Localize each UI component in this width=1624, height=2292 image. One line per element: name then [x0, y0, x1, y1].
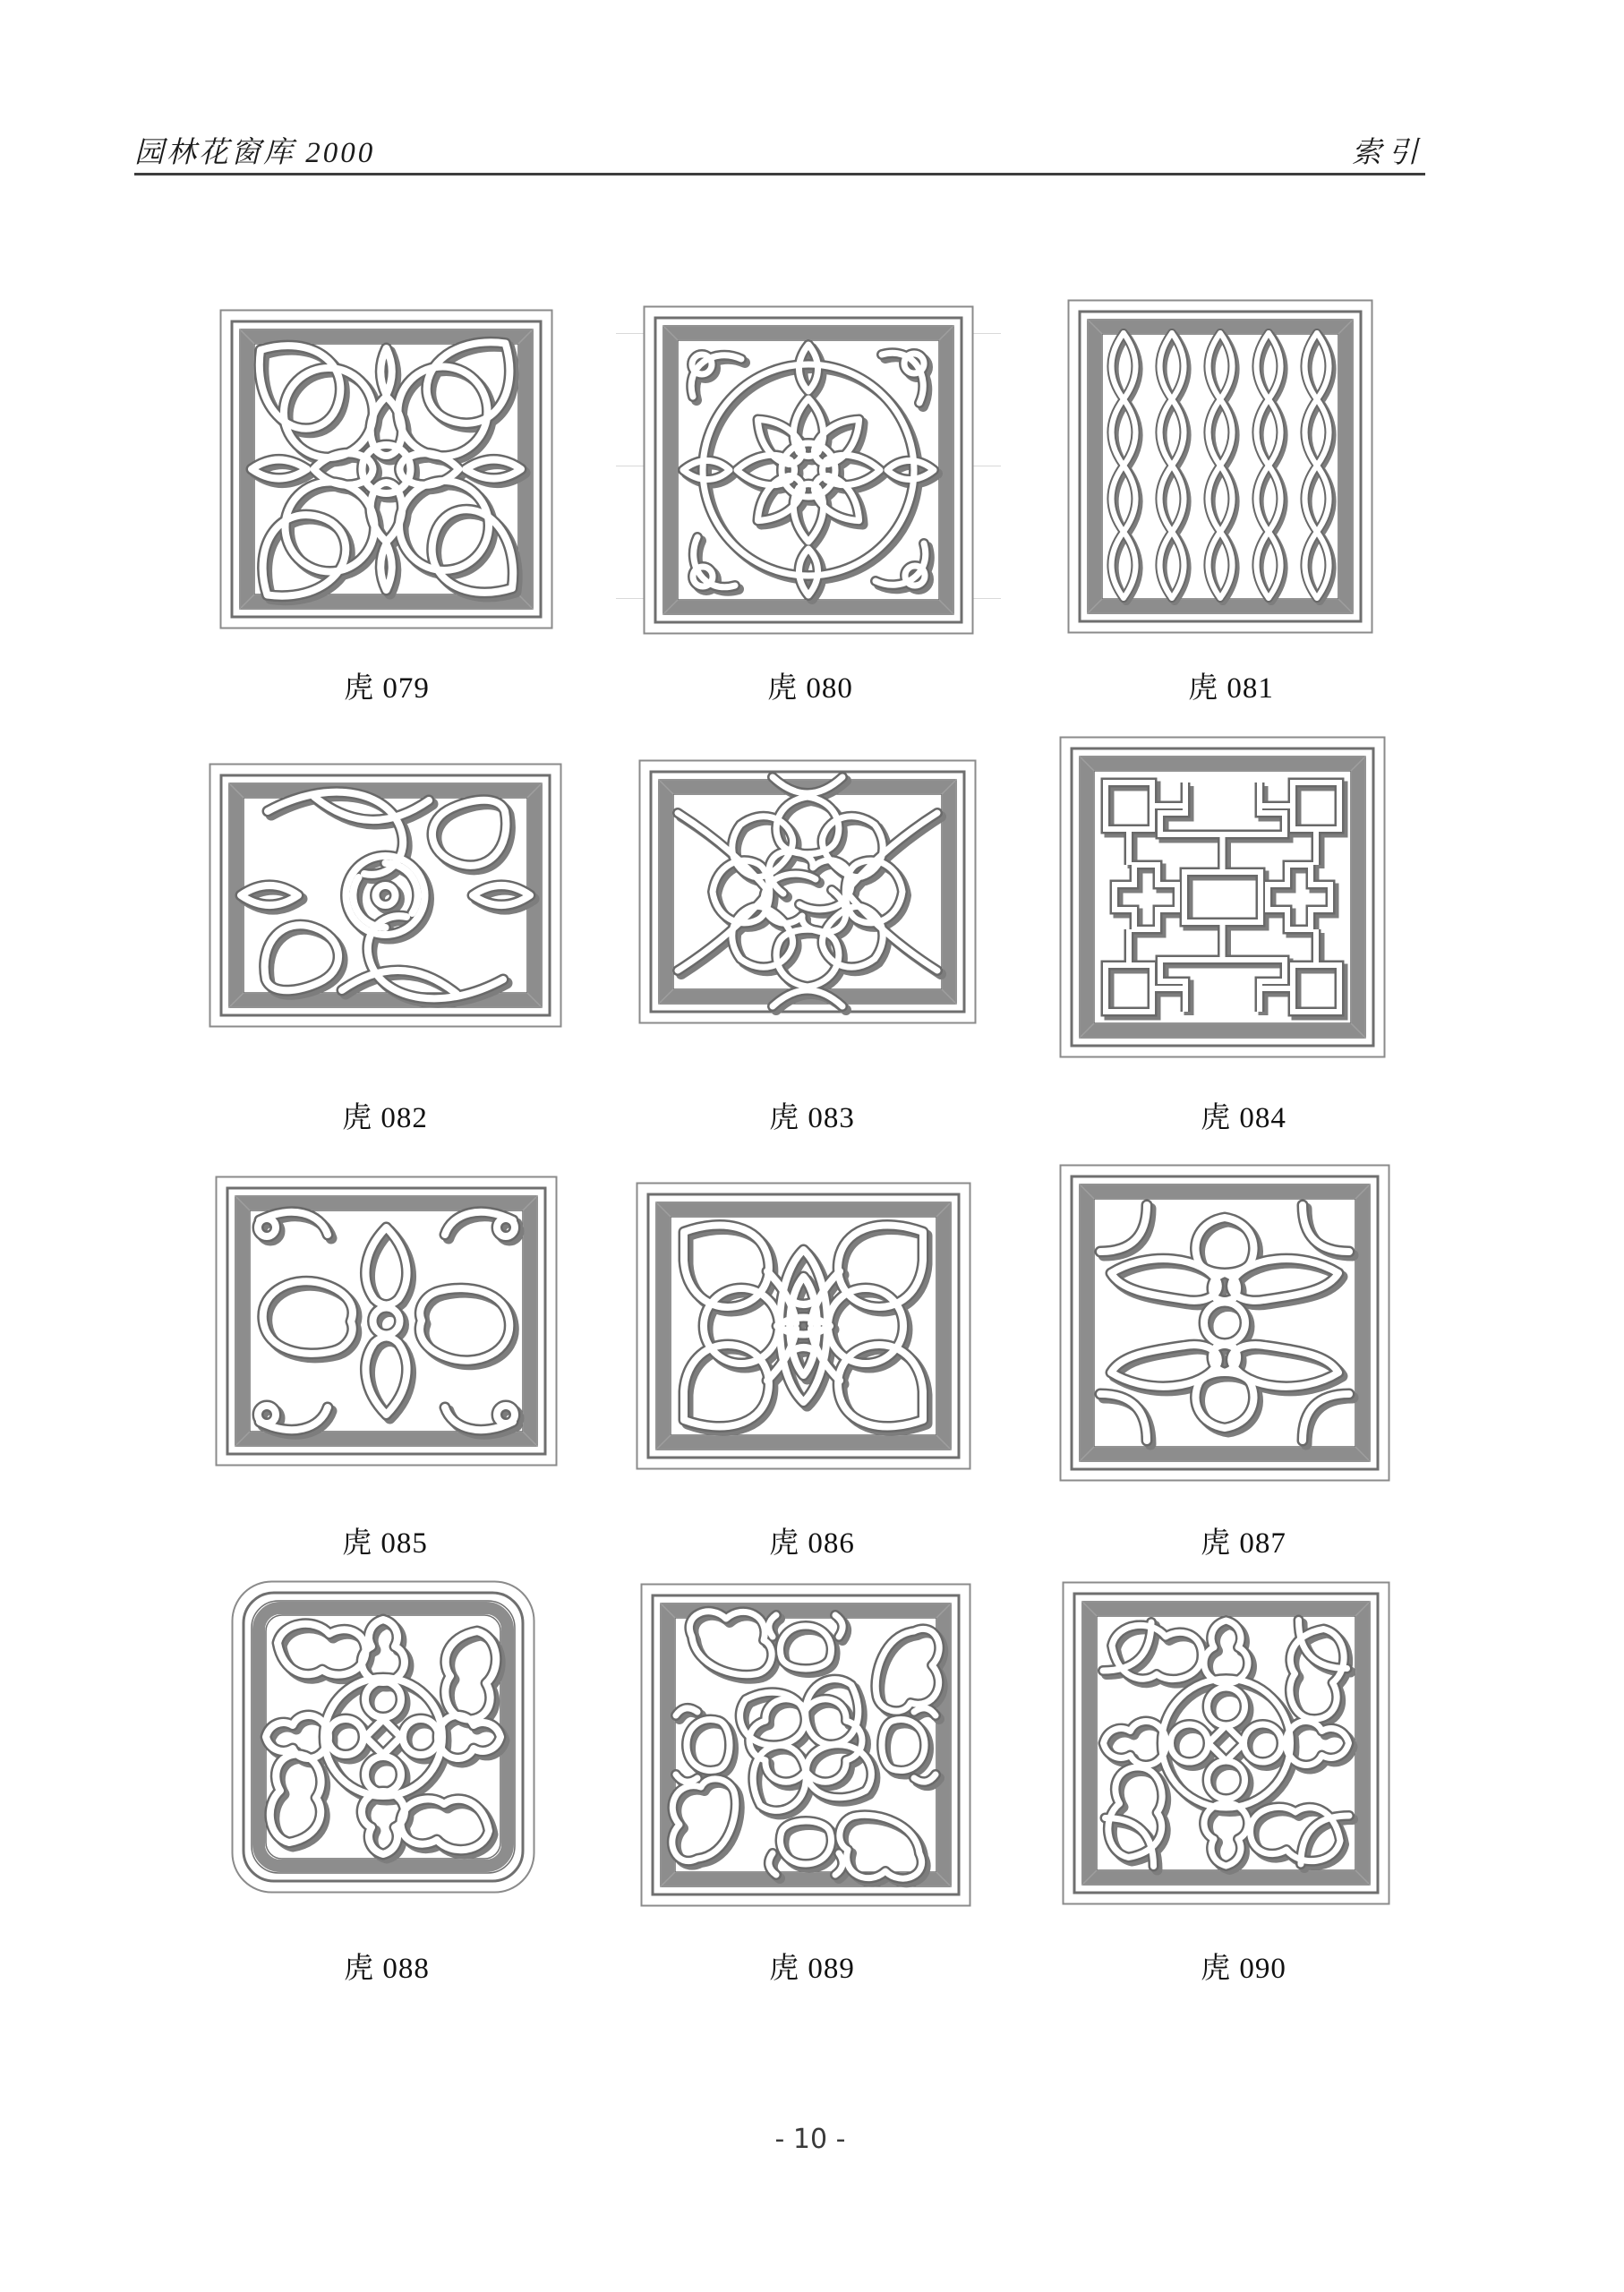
pattern-label-084: 虎 084 — [1201, 1102, 1286, 1134]
pattern-090-graphic — [1062, 1581, 1390, 1905]
pattern-084-graphic — [1059, 736, 1386, 1058]
page-header — [134, 131, 1425, 175]
pattern-tile-084 — [1059, 736, 1386, 1058]
pattern-089-graphic — [640, 1583, 971, 1907]
pattern-label-080: 虎 080 — [767, 672, 853, 705]
pattern-tile-090 — [1062, 1581, 1390, 1905]
index-label: 索引 — [1352, 137, 1425, 169]
pattern-080-graphic — [643, 305, 974, 635]
pattern-tile-086 — [636, 1182, 971, 1470]
pattern-label-079: 虎 079 — [344, 672, 430, 705]
book-title: 园林花窗库 2000 — [134, 137, 376, 169]
pattern-tile-081 — [1067, 299, 1373, 634]
pattern-tile-089 — [640, 1583, 971, 1907]
pattern-label-087: 虎 087 — [1201, 1527, 1286, 1560]
pattern-tile-088 — [231, 1580, 535, 1894]
pattern-label-085: 虎 085 — [342, 1527, 428, 1560]
pattern-tile-087 — [1059, 1164, 1390, 1482]
pattern-088-graphic — [231, 1580, 535, 1894]
pattern-label-082: 虎 082 — [342, 1102, 428, 1134]
pattern-label-086: 虎 086 — [769, 1527, 855, 1560]
pattern-label-083: 虎 083 — [769, 1102, 855, 1134]
pattern-085-graphic — [215, 1176, 558, 1467]
pattern-082-graphic — [209, 763, 562, 1028]
pattern-label-081: 虎 081 — [1188, 672, 1274, 705]
page-number: - 10 - — [774, 2124, 846, 2155]
pattern-label-089: 虎 089 — [769, 1953, 855, 1985]
pattern-079-graphic — [219, 309, 553, 629]
pattern-087-graphic — [1059, 1164, 1390, 1482]
pattern-086-graphic — [636, 1182, 971, 1470]
pattern-tile-083 — [638, 759, 977, 1024]
pattern-083-graphic — [638, 759, 977, 1024]
pattern-tile-082 — [209, 763, 562, 1028]
pattern-tile-079 — [219, 309, 553, 629]
pattern-tile-080 — [643, 305, 974, 635]
pattern-label-088: 虎 088 — [344, 1953, 430, 1985]
pattern-081-graphic — [1067, 299, 1373, 634]
pattern-tile-085 — [215, 1176, 558, 1467]
pattern-label-090: 虎 090 — [1201, 1953, 1286, 1985]
